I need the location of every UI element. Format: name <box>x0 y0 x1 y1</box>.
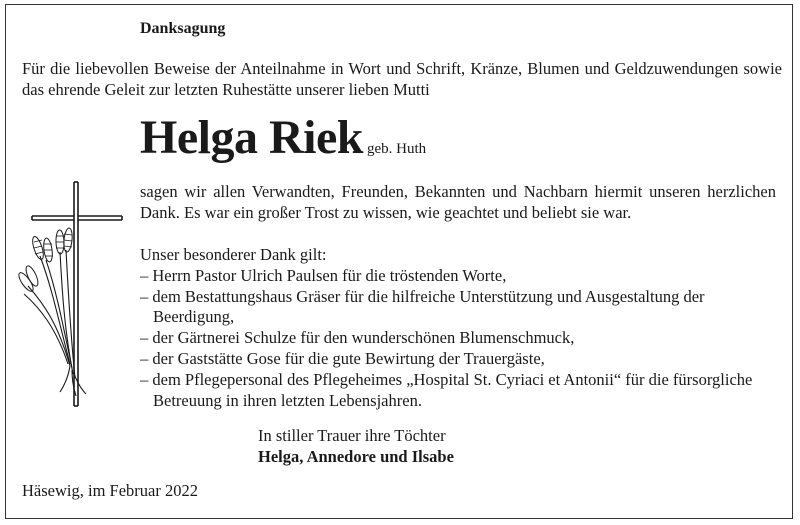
list-item: – dem Pflegepersonal des Pflegeheimes „Hospital St. Cyriaci et Antonii“ für die fürsorgliche Betreuung in ihren letzten Lebensjahren. <box>140 369 753 410</box>
list-item: – der Gaststätte Gose für die gute Bewirtung der Trauergäste, <box>140 348 545 368</box>
signoff <box>258 425 454 467</box>
signoff-names: Helga, Annedore und Ilsabe <box>258 447 454 466</box>
thanks-text: sagen wir allen Verwandten, Freunden, Bekannten und Nachbarn hiermit unseren herzlichen Dank. Es war ein großer Trost zu wissen, wie geachtet und beliebt sie war. <box>140 182 776 222</box>
special-thanks-list <box>140 266 780 412</box>
intro-text: Für die liebevollen Beweise der Anteilnahme in Wort und Schrift, Kränze, Blumen und Geldzuwendungen sowie das ehrende Geleit zur letzten Ruhestätte unserer lieben Mutti <box>22 59 782 99</box>
list-item: – Herrn Pastor Ulrich Paulsen für die tröstenden Worte, <box>140 265 507 285</box>
list-item: – der Gärtnerei Schulze für den wunderschönen Blumenschmuck, <box>140 328 575 348</box>
special-thanks-section <box>140 245 780 411</box>
deceased-name-line <box>140 110 426 165</box>
list-item: – dem Bestattungshaus Gräser für die hilfreiche Unterstützung und Ausgestaltung der Beerdigung, <box>140 286 705 327</box>
heading: Danksagung <box>140 20 226 37</box>
signoff-line: In stiller Trauer ihre Töchter <box>258 426 446 445</box>
birth-name: geb. Huth <box>366 141 427 157</box>
place-date: Häsewig, im Februar 2022 <box>22 481 198 500</box>
cross-with-wheat-icon <box>18 178 128 410</box>
special-thanks-intro: Unser besonderer Dank gilt: <box>140 245 327 264</box>
deceased-name: Helga Riek <box>140 111 363 164</box>
